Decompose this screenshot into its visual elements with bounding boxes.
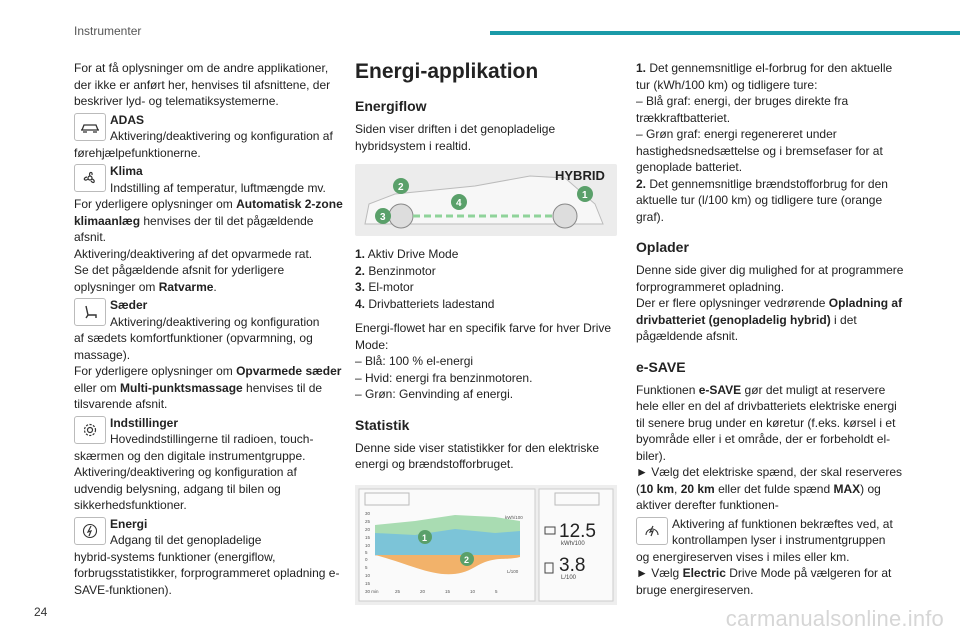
ytick-0: 30 [365,510,371,516]
callout-3: 3 [380,212,386,223]
ytick-1: 25 [365,518,371,524]
flow-item-4: 4. Drivbatteriets ladestand [355,296,495,311]
klima-text: Indstilling af temperatur, luftmængde mv. [110,180,326,195]
column-1 [74,60,344,598]
energi-title: Energi [110,516,148,531]
hybrid-flow-illustration [355,164,617,236]
watermark: carmanualsonline.info [725,606,944,631]
callout-1: 1 [582,190,588,201]
flow-item-3: 3. El-motor [355,280,414,294]
column-2 [355,60,617,605]
oplader-heading: Oplader [636,239,689,255]
unit-elec: kWh/100 [561,540,585,547]
esave-heading: e-SAVE [636,358,686,375]
esave-icon-text2: kontrollampen lyser i instrumentgruppen [672,533,886,547]
xtick-2: 20 [420,588,426,594]
callout-4: 4 [456,198,462,209]
saeder-title: Sæder [110,298,148,312]
esave-p1: Funktionen e-SAVE gør det muligt at reservere hele eller en del af drivbatteriets elektriske energi til senere brug under en køretur (f.eks. kørsel i et byområde eller i et område, der er forbeholdt el-biler). [636,382,897,463]
ytick-7: 5 [365,564,368,570]
ytick-8: 10 [365,572,371,578]
flow-item-1: 1. Aktiv Drive Mode [355,247,459,261]
callout-2: 2 [398,182,404,193]
indstillinger-title: Indstillinger [110,415,179,430]
lightning-icon [74,517,106,545]
saeder-text-cont: af sædets komfortfunktioner (opvarmning, og massage). [74,331,313,362]
klima-title: Klima [110,164,143,178]
klima-ref: For yderligere oplysninger om Automatisk 2-zone klimaanlæg henvises der til det pågældende afsnit. [74,197,343,244]
adas-entry [74,112,344,145]
stats-callout-2: 2 [464,554,470,565]
stats-callout-1: 1 [422,532,428,543]
indstillinger-text: Hovedindstillingerne til radioen, touch- [110,432,314,446]
oplader-text2: Der er flere oplysninger vedrørende Opladning af drivbatteriet (genopladelig hybrid) i det pågældende afsnit. [636,296,903,343]
unit-fuel: L/100 [561,574,577,581]
gear-icon [74,416,106,444]
indstillinger-entry [74,415,344,448]
klima-ref2: Se det pågældende afsnit for yderligere oplysninger om Ratvarme. [74,263,285,294]
energi-entry [74,516,344,549]
energiflow-heading: Energiflow [355,98,427,114]
stats-item-1: 1. Det gennemsnitlige el-forbrug for den aktuelle tur (kWh/100 km) og tidligere ture: [636,61,893,92]
statistik-heading: Statistik [355,416,410,433]
esave-icon-entry [636,516,908,549]
xtick-3: 15 [445,588,451,594]
unit-bottom: L/100 [507,568,519,574]
ytick-5: 5 [365,549,368,555]
oplader-text1: Denne side giver dig mulighed for at programmere forprogrammeret opladning. [636,263,904,294]
indstillinger-text-cont: skærmen og den digitale instrumentgruppe. [74,448,306,463]
statistik-text: Denne side viser statistikker for den elektriske energi og brændstofforbruget. [355,440,600,471]
fan-icon [74,164,106,192]
esave-icon-text1: Aktivering af funktionen bekræftes ved, at [672,516,893,531]
energi-app-title: Energi-applikation [355,60,539,83]
color-intro: Energi-flowet har en specifik farve for hver Drive Mode: [355,321,612,352]
color-blue: – Blå: 100 % el-energi [355,354,474,368]
adas-title: ADAS [110,112,145,127]
color-white: – Hvid: energi fra benzinmotoren. [355,370,533,385]
column-3 [636,60,908,598]
xtick-5: 5 [495,588,498,594]
esave-p4: ► Vælg Electric Drive Mode på vælgeren for at bruge energireserven. [636,566,892,597]
flow-item-2: 2. Benzinmotor [355,263,436,278]
xtick-1: 25 [395,588,401,594]
ytick-4: 10 [365,542,371,548]
header-accent-bar [490,31,960,35]
stats-dash-1: – Blå graf: energi, der bruges direkte fra trækkraftbatteriet. [636,94,849,125]
hybrid-label: HYBRID [555,168,605,183]
xtick-4: 10 [470,588,476,594]
energi-text: Adgang til det genopladelige [110,533,262,547]
unit-top: kWh/100 [505,514,523,520]
adas-text: Aktivering/deaktivering og konfiguration af [110,129,333,143]
ytick-6: 0 [365,556,368,562]
ytick-2: 20 [365,526,371,532]
saeder-ref: For yderligere oplysninger om Opvarmede sæder eller om Multi-punktsmassage henvises til de tilsvarende afsnit. [74,364,342,411]
ytick-9: 15 [365,580,371,586]
car-outline-icon [74,113,106,141]
statistics-screen-illustration [355,485,617,605]
value-fuel: 3.8 [559,554,586,576]
indstillinger-line2: Aktivering/deaktivering og konfiguration af udvendig belysning, adgang til bilen og sikkerhedsfunktioner. [74,465,297,512]
ytick-3: 15 [365,534,371,540]
esave-p2: ► Vælg det elektriske spænd, der skal reserveres (10 km, 20 km eller det fulde spænd MAX) og aktiver derefter funktionen- [636,465,902,512]
saeder-entry [74,297,344,330]
energi-text-cont: hybrid-systems funktioner (energiflow, forbrugsstatistikker, forprogrammeret opladning e-SAVE-funktionen). [74,549,340,597]
xtick-0: 30 min [365,588,379,594]
seat-icon [74,298,106,326]
stats-dash-2: – Grøn graf: energi regenereret under hastighedsnedsættelse og i bremsefaser for at genoplade batteriet. [636,127,883,174]
klima-entry [74,163,344,196]
klima-line2: Aktivering/deaktivering af det opvarmede rat. [74,246,313,261]
energiflow-text: Siden viser driften i det genopladelige hybridsystem i realtid. [355,122,556,153]
stats-item-2: 2. Det gennemsnitlige brændstofforbrug for den aktuelle tur (l/100 km) og tidligere ture (orange graf). [636,176,888,224]
value-elec: 12.5 [559,520,596,542]
intro-text: For at få oplysninger om de andre applikationer, der ikke er anført her, henvises til afsnittene, der beskriver lyd- og telematiksystemerne. [74,61,331,108]
esave-p3: og energireserven vises i miles eller km. [636,549,850,564]
section-title: Instrumenter [74,24,142,38]
esave-lightning-icon [636,517,668,545]
saeder-text: Aktivering/deaktivering og konfiguration [110,314,320,329]
adas-text-cont: førehjælpefunktionerne. [74,145,201,160]
color-green: – Grøn: Genvinding af energi. [355,387,514,401]
page-number: 24 [34,605,48,619]
